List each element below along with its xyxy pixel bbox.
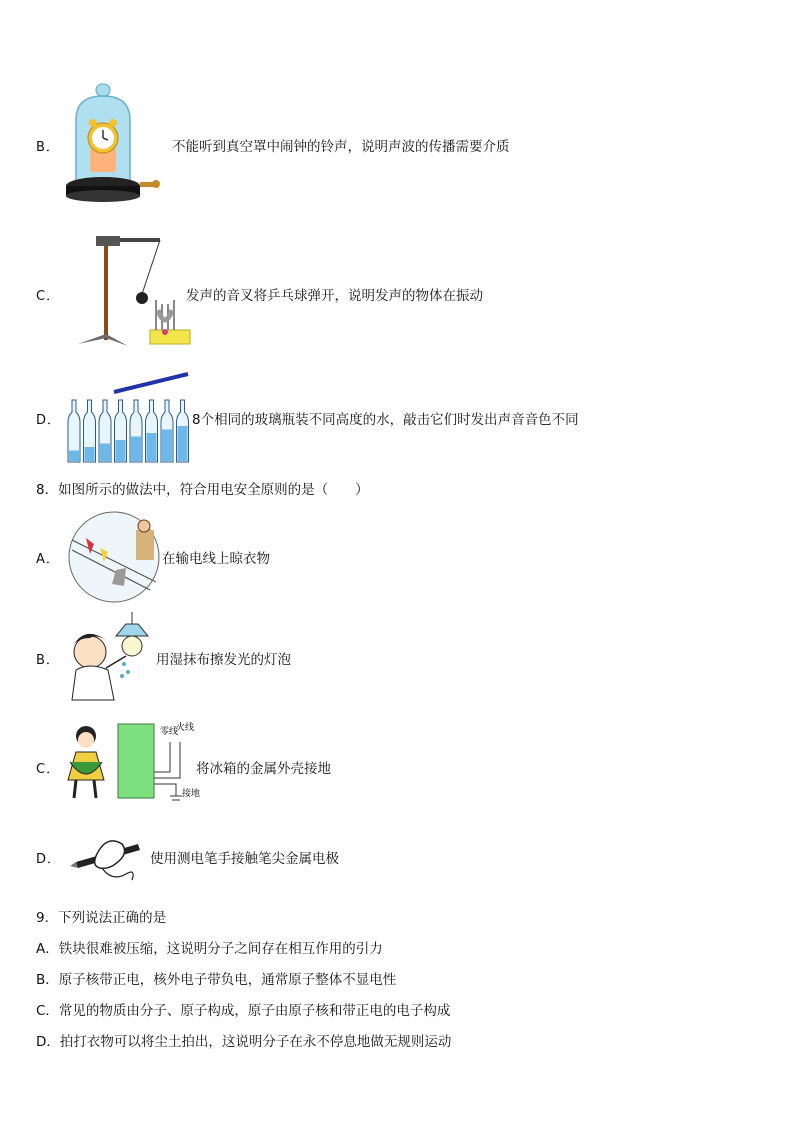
question-8: 8．如图所示的做法中，符合用电安全原则的是（ ）	[36, 482, 369, 498]
glass-bottle	[115, 400, 127, 462]
test-pen-image	[66, 826, 150, 888]
option-text: 8个相同的玻璃瓶装不同高度的水，敲击它们时发出声音音色不同	[192, 412, 579, 428]
glass-bottle	[146, 400, 158, 462]
q7-option-d	[36, 370, 579, 466]
glass-bottle	[84, 400, 96, 462]
option-letter: B．	[36, 139, 60, 155]
water-bottles-image	[66, 370, 192, 466]
clothes-on-power-line-image	[66, 510, 162, 604]
glass-bottle	[99, 400, 111, 462]
option-letter: D．	[36, 412, 62, 428]
wet-cloth-bulb-image	[66, 612, 156, 704]
q9-option-c: C．常见的物质由分子、原子构成，原子由原子核和带正电的电子构成	[36, 1003, 451, 1019]
q7-option-b	[36, 82, 510, 208]
option-text: 用湿抹布擦发光的灯泡	[156, 652, 291, 668]
q9-option-d: D．拍打衣物可以将尘土拍出，这说明分子在永不停息地做无规则运动	[36, 1034, 452, 1050]
option-letter: C．	[36, 288, 61, 304]
q8-option-c	[36, 722, 331, 812]
q8-option-d	[36, 826, 339, 888]
neutral-wire-label: 零线	[160, 727, 179, 737]
fridge-grounding-image	[66, 722, 201, 812]
option-letter: A．	[36, 551, 60, 567]
question-9: 9．下列说法正确的是	[36, 910, 167, 926]
option-text: 不能听到真空罩中闹钟的铃声，说明声波的传播需要介质	[172, 139, 510, 155]
option-text: 发声的音叉将乒乓球弹开，说明发声的物体在振动	[186, 288, 483, 304]
option-text: 将冰箱的金属外壳接地	[196, 761, 331, 777]
live-wire-label: 火线	[176, 723, 195, 733]
glass-bottle	[177, 400, 189, 462]
q7-option-c	[36, 234, 483, 354]
option-letter: C．	[36, 761, 61, 777]
glass-bottle	[161, 400, 173, 462]
q8-option-a	[36, 510, 270, 604]
q8-option-b	[36, 612, 291, 704]
ground-label: 接地	[182, 789, 201, 799]
option-text: 使用测电笔手接触笔尖金属电极	[150, 851, 339, 867]
option-letter: D．	[36, 851, 62, 867]
q9-option-b: B．原子核带正电，核外电子带负电，通常原子整体不显电性	[36, 972, 397, 988]
option-letter: B．	[36, 652, 60, 668]
glass-bottle	[130, 400, 142, 462]
bell-jar-alarm-clock-image	[66, 82, 172, 208]
option-text: 在输电线上晾衣物	[162, 551, 270, 567]
glass-bottle	[68, 400, 80, 462]
q9-option-a: A．铁块很难被压缩，这说明分子之间存在相互作用的引力	[36, 941, 383, 957]
tuning-fork-ping-pong-image	[66, 234, 186, 354]
